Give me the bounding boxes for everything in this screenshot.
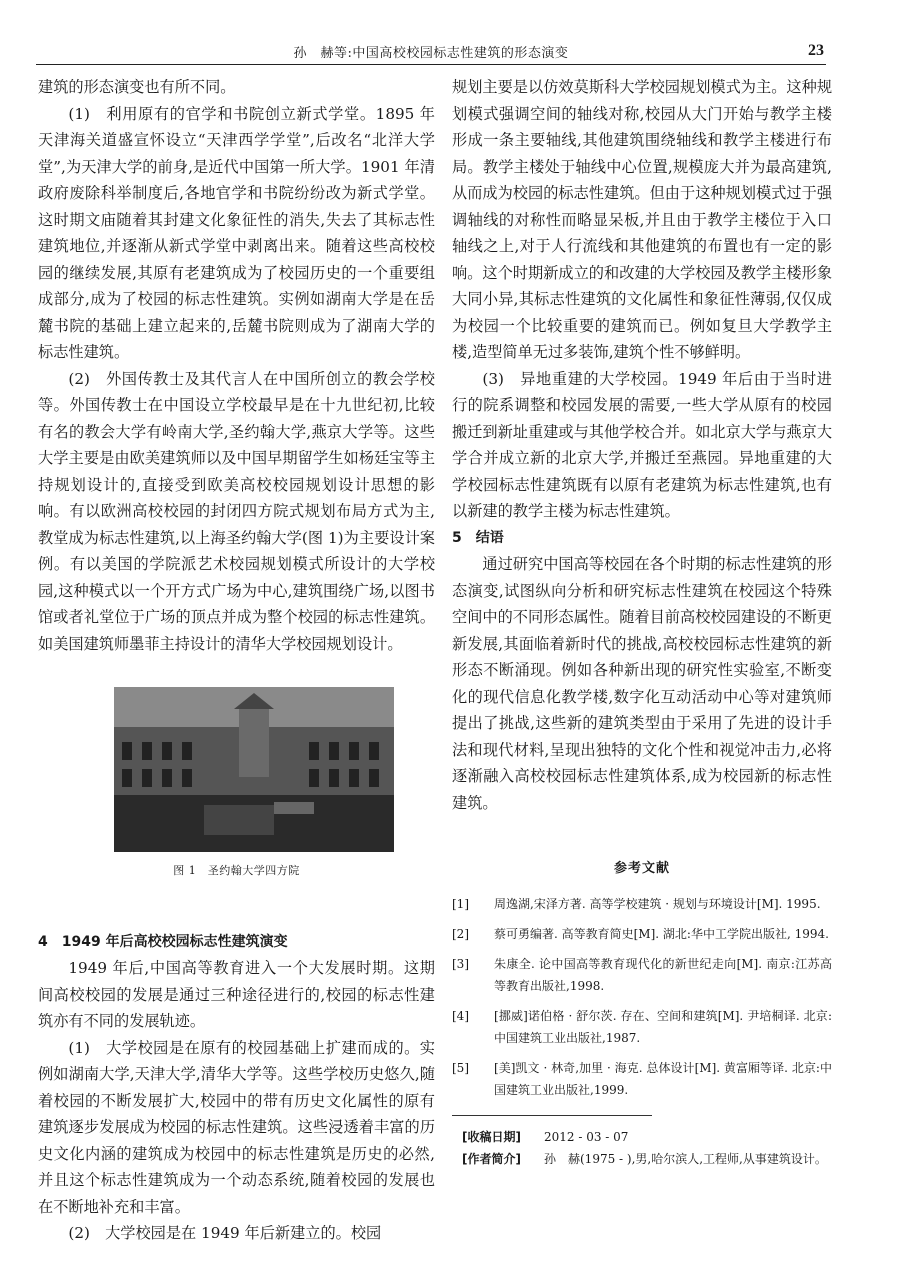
- reference-item: [452, 1057, 832, 1101]
- right-column: [452, 74, 832, 1170]
- received-label: [收稿日期]: [462, 1129, 521, 1144]
- figure-photo: [114, 687, 394, 852]
- divider: [452, 1115, 652, 1116]
- reference-item: [452, 893, 832, 915]
- section-heading: 5 结语: [452, 529, 504, 546]
- header-title: 孙 赫等:中国高校校园标志性建筑的形态演变: [293, 46, 569, 61]
- reference-text: 蔡可勇编著. 高等教育简史[M]. 湖北:华中工学院出版社, 1994.: [494, 926, 829, 941]
- reference-number: [4]: [452, 1008, 469, 1023]
- paragraph: (1) 大学校园是在原有的校园基础上扩建而成的。实例如湖南大学,天津大学,清华大学等。这些学校历史悠久,随着校园的不断发展扩大,校园中的带有历史文化属性的原有建筑逐步发展成为校园的标志性建筑。这些浸透着丰富的历史文化内涵的建筑成为校园中的标志性建筑是历史的必然,并且这个标志性建筑成为一个动态系统,随着校园的发展也在不断地补充和丰富。: [38, 1038, 435, 1216]
- reference-number: [2]: [452, 926, 469, 941]
- paragraph: 1949 年后,中国高等教育进入一个大发展时期。这期间高校校园的发展是通过三种途径进行的,校园的标志性建筑亦有不同的发展轨迹。: [38, 959, 435, 1030]
- reference-number: [5]: [452, 1060, 469, 1075]
- paragraph: (2) 大学校园是在 1949 年后新建立的。校园: [68, 1224, 382, 1242]
- paragraph: (2) 外国传教士及其代言人在中国所创立的教会学校等。外国传教士在中国设立学校最早是在十九世纪初,比较有名的教会大学有岭南大学,圣约翰大学,燕京大学等。这些大学主要是由欧美建筑师以及中国早期留学生如杨廷宝等主持规划设计的,直接受到欧美高校校园规划设计思想的影响。有以欧洲高校校园的封闭四方院式规划布局方式为主,教堂成为标志性建筑,以上海圣约翰大学(图 1)为主要设计案例。有以美国的学院派艺术校园规划模式所设计的大学校园,这种模式以一个开方式广场为中心,建筑围绕广场,以图书馆或者礼堂位于广场的顶点并成为整个校园的标志性建筑。如美国建筑师墨菲主持设计的清华大学校园规划设计。: [38, 369, 435, 653]
- running-header: [36, 36, 826, 65]
- reference-text: [挪威]诺伯格 · 舒尔茨. 存在、空间和建筑[M]. 尹培桐译. 北京:中国建筑工业出版社,1987.: [494, 1008, 832, 1045]
- section-heading: 4 1949 年后高校校园标志性建筑演变: [38, 933, 288, 950]
- references-title: 参考文献: [613, 861, 670, 876]
- paragraph: 建筑的形态演变也有所不同。: [38, 78, 236, 96]
- reference-item: [452, 923, 832, 945]
- author-label: [作者简介]: [462, 1151, 521, 1166]
- reference-number: [1]: [452, 896, 469, 911]
- page-number: 23: [808, 42, 824, 59]
- courtyard-photo: [114, 687, 394, 852]
- received-date: [462, 1126, 832, 1148]
- paragraph: 规划主要是以仿效莫斯科大学校园规划模式为主。这种规划模式强调空间的轴线对称,校园从大门开始与教学主楼形成一条主要轴线,其他建筑围绕轴线和教学主楼进行布局。教学主楼处于轴线中心位置,规模庞大并为最高建筑,从而成为校园的标志性建筑。但由于这种规划模式过于强调轴线的对称性而略显呆板,并且由于教学主楼位于入口轴线之上,对于人行流线和其他建筑的布置也有一定的影响。这个时期新成立的和改建的大学校园及教学主楼形象大同小异,其标志性建筑的文化属性和象征性薄弱,仅仅成为校园一个比较重要的建筑而已。例如复旦大学教学主楼,造型简单无过多装饰,建筑个性不够鲜明。: [452, 78, 832, 361]
- reference-text: 周逸湖,宋泽方著. 高等学校建筑 · 规划与环境设计[M]. 1995.: [494, 896, 821, 911]
- author-bio: [462, 1148, 832, 1170]
- received-value: 2012 - 03 - 07: [544, 1129, 629, 1144]
- reference-item: [452, 1005, 832, 1049]
- reference-text: [美]凯文 · 林奇,加里 · 海克. 总体设计[M]. 黄富厢等译. 北京:中国建筑工业出版社,1999.: [494, 1060, 832, 1097]
- paragraph: 通过研究中国高等校园在各个时期的标志性建筑的形态演变,试图纵向分析和研究标志性建筑在校园这个特殊空间中的不同形态属性。随着目前高校校园建设的不断更新发展,其面临着新时代的挑战,高校校园标志性建筑的新形态不断涌现。例如各种新出现的研究性实验室,不断变化的现代信息化教学楼,数字化互动活动中心等对建筑师提出了挑战,这些新的建筑类型由于采用了先进的设计手法和现代材料,呈现出独特的文化个性和视觉冲击力,必将逐渐融入高校校园标志性建筑体系,成为校园新的标志性建筑。: [452, 555, 832, 812]
- reference-number: [3]: [452, 956, 469, 971]
- reference-item: [452, 953, 832, 997]
- author-value: 孙 赫(1975 - ),男,哈尔滨人,工程师,从事建筑设计。: [544, 1151, 827, 1166]
- left-column: [38, 74, 435, 1247]
- paragraph: (3) 异地重建的大学校园。1949 年后由于当时进行的院系调整和校园发展的需要,一些大学从原有的校园搬迁到新址重建或与其他学校合并。如北京大学与燕京大学合并成立新的北京大学,并搬迁至燕园。异地重建的大学校园标志性建筑既有以原有老建筑为标志性建筑,也有以新建的教学主楼为标志性建筑。: [452, 369, 832, 520]
- paragraph: (1) 利用原有的官学和书院创立新式学堂。1895 年天津海关道盛宣怀设立“天津西学学堂”,后改名“北洋大学堂”,为天津大学的前身,是近代中国第一所大学。1901 年清政府废除科举制度后,各地官学和书院纷纷改为新式学堂。这时期文庙随着其封建文化象征性的消失,失去了其标志性建筑地位,并逐渐从新式学堂中剥离出来。随着这些高校校园的继续发展,其原有老建筑成为了校园历史的一个重要组成部分,成为了校园的标志性建筑。实例如湖南大学是在岳麓书院的基础上建立起来的,岳麓书院则成为了湖南大学的标志性建筑。: [38, 104, 435, 361]
- reference-text: 朱康全. 论中国高等教育现代化的新世纪走向[M]. 南京:江苏高等教育出版社,1998.: [494, 956, 832, 993]
- figure-caption: 图 1 圣约翰大学四方院: [173, 864, 300, 877]
